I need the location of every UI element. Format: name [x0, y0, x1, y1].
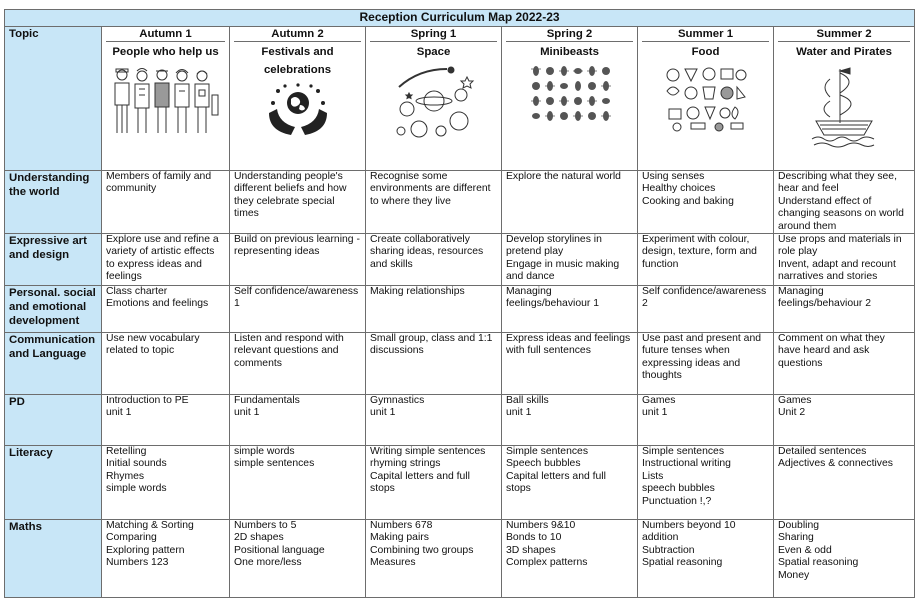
cell-line: Punctuation !,?: [642, 495, 712, 507]
cell-line: Engage in music making and dance: [506, 258, 620, 283]
cell-line: Money: [778, 569, 810, 581]
cell-autumn-2: [230, 520, 366, 598]
cell-line: Sharing: [778, 532, 814, 544]
cell-autumn-1: [102, 446, 230, 520]
term-spring-1: [366, 27, 502, 171]
row-pd: [5, 395, 915, 446]
cell-line: Writing simple sentences: [370, 446, 486, 458]
row-expressive-art-and-design: [5, 234, 915, 286]
cell-spring-2: [502, 520, 638, 598]
cell-line: Subtraction: [642, 544, 695, 556]
cell-line: Create collaboratively sharing ideas, resources and skills: [370, 234, 484, 270]
cell-line: Complex patterns: [506, 557, 588, 569]
term-spring-2: [502, 27, 638, 171]
cell-spring-2: [502, 171, 638, 234]
row-label: Communication and Language: [5, 333, 102, 395]
cell-line: Simple sentences: [506, 446, 589, 458]
cell-line: Numbers 678: [370, 520, 433, 532]
term-summer-1: [638, 27, 774, 171]
cell-autumn-2: [230, 333, 366, 395]
cell-line: simple sentences: [234, 458, 315, 470]
cell-line: Unit 2: [778, 407, 806, 419]
hands-holding-globe-illustration: [263, 83, 333, 139]
food-doodles-illustration: [663, 65, 749, 133]
cell-line: Lists: [642, 470, 664, 482]
term-name: Summer 1: [642, 27, 769, 42]
cell-line: Managing feelings/behaviour 1: [506, 286, 600, 310]
cell-autumn-1: [102, 333, 230, 395]
term-theme: Food: [691, 46, 720, 58]
cell-line: Managing feelings/behaviour 2: [778, 286, 872, 310]
cell-autumn-2: [230, 286, 366, 333]
topic-row: [5, 27, 915, 171]
cell-line: Simple sentences: [642, 446, 725, 458]
cell-line: Making pairs: [370, 532, 429, 544]
row-personal-social-emotional: [5, 286, 915, 333]
cell-line: speech bubbles: [642, 483, 715, 495]
cell-line: Games: [642, 395, 676, 407]
cell-autumn-1: [102, 286, 230, 333]
cell-spring-1: [366, 446, 502, 520]
cell-line: Combining two groups: [370, 544, 474, 556]
term-name: Autumn 1: [106, 27, 225, 42]
cell-summer-1: [638, 234, 774, 286]
cell-line: simple words: [106, 483, 167, 495]
cell-line: unit 1: [106, 407, 132, 419]
cell-line: unit 1: [234, 407, 260, 419]
cell-line: Measures: [370, 557, 416, 569]
cell-line: unit 1: [370, 407, 396, 419]
cell-summer-1: [638, 333, 774, 395]
cell-summer-2: [774, 234, 915, 286]
cell-line: simple words: [234, 446, 295, 458]
cell-summer-1: [638, 171, 774, 234]
term-autumn-2: [230, 27, 366, 171]
cell-spring-2: [502, 286, 638, 333]
term-theme: People who help us: [112, 46, 219, 58]
cell-line: Develop storylines in pretend play: [506, 234, 602, 258]
cell-line: Detailed sentences: [778, 446, 867, 458]
cell-line: One more/less: [234, 557, 302, 569]
cell-autumn-1: [102, 234, 230, 286]
cell-line: Capital letters and full stops: [506, 470, 606, 495]
cell-autumn-1: [102, 520, 230, 598]
cell-summer-1: [638, 446, 774, 520]
cell-spring-2: [502, 446, 638, 520]
cell-line: Emotions and feelings: [106, 298, 209, 310]
cell-line: Understand effect of changing seasons on world around them: [778, 195, 904, 232]
cell-line: Adjectives & connectives: [778, 458, 893, 470]
cell-line: Positional language: [234, 544, 325, 556]
cell-line: Games: [778, 395, 812, 407]
cell-line: Class charter: [106, 286, 168, 298]
term-autumn-1: [102, 27, 230, 171]
cell-line: Understanding people's different beliefs and how they celebrate special times: [234, 171, 347, 220]
term-name: Spring 2: [506, 27, 633, 42]
cell-line: Spatial reasoning: [778, 557, 859, 569]
cell-spring-2: [502, 395, 638, 446]
cell-line: Exploring pattern: [106, 544, 185, 556]
term-theme: Festivals and celebrations: [261, 46, 334, 76]
planets-and-comet-illustration: [389, 65, 479, 143]
cell-summer-1: [638, 395, 774, 446]
row-label: Understanding the world: [5, 171, 102, 234]
cell-autumn-2: [230, 446, 366, 520]
term-name: Summer 2: [778, 27, 910, 42]
cell-line: Numbers 123: [106, 557, 169, 569]
cell-line: Describing what they see, hear and feel: [778, 171, 897, 195]
cell-spring-1: [366, 234, 502, 286]
cell-summer-1: [638, 520, 774, 598]
cell-line: rhyming strings: [370, 458, 441, 470]
cell-spring-1: [366, 520, 502, 598]
topic-label: Topic: [5, 27, 102, 171]
row-literacy: [5, 446, 915, 520]
cell-line: 2D shapes: [234, 532, 284, 544]
row-label: Expressive art and design: [5, 234, 102, 286]
cell-line: Bonds to 10: [506, 532, 562, 544]
cell-line: Comparing: [106, 532, 157, 544]
cell-line: unit 1: [642, 407, 668, 419]
row-label: Personal. social and emotional development: [5, 286, 102, 333]
cell-line: Self confidence/awareness 2: [642, 286, 767, 310]
cell-line: Comment on what they have heard and ask questions: [778, 333, 885, 369]
cell-autumn-1: [102, 171, 230, 234]
cell-line: Explore the natural world: [506, 171, 621, 182]
cell-line: Introduction to PE: [106, 395, 189, 407]
cell-line: Invent, adapt and recount narratives and stories: [778, 258, 896, 283]
cell-autumn-2: [230, 395, 366, 446]
cell-line: Listen and respond with relevant questions and comments: [234, 333, 344, 369]
term-summer-2: [774, 27, 915, 171]
people-who-help-us-illustration: [110, 65, 222, 137]
pirate-ship-illustration: [810, 65, 878, 147]
cell-line: Spatial reasoning: [642, 557, 723, 569]
curriculum-map-table: [4, 9, 915, 598]
cell-line: Gymnastics: [370, 395, 425, 407]
cell-line: Capital letters and full stops: [370, 470, 470, 495]
cell-spring-1: [366, 333, 502, 395]
cell-summer-2: [774, 171, 915, 234]
insects-grid-illustration: [528, 65, 612, 125]
cell-line: Recognise some environments are different to where they live: [370, 171, 491, 207]
cell-line: Use props and materials in role play: [778, 234, 902, 258]
cell-line: Numbers beyond 10: [642, 520, 736, 532]
row-communication-and-language: [5, 333, 915, 395]
cell-line: Build on previous learning - representing ideas: [234, 234, 360, 258]
row-understanding-the-world: [5, 171, 915, 234]
cell-line: Using senses: [642, 171, 705, 182]
cell-line: Rhymes: [106, 470, 145, 482]
cell-line: Instructional writing: [642, 458, 731, 470]
term-theme: Space: [416, 46, 451, 58]
cell-spring-1: [366, 395, 502, 446]
cell-summer-2: [774, 395, 915, 446]
cell-summer-2: [774, 446, 915, 520]
row-label: Maths: [5, 520, 102, 598]
cell-line: Express ideas and feelings with full sentences: [506, 333, 631, 357]
cell-line: Use new vocabulary related to topic: [106, 333, 200, 357]
cell-autumn-2: [230, 234, 366, 286]
cell-line: Fundamentals: [234, 395, 300, 407]
term-theme: Water and Pirates: [796, 46, 892, 58]
row-label: PD: [5, 395, 102, 446]
term-theme: Minibeasts: [540, 46, 599, 58]
cell-line: Matching & Sorting: [106, 520, 194, 532]
cell-line: Speech bubbles: [506, 458, 581, 470]
cell-line: Initial sounds: [106, 458, 167, 470]
cell-spring-1: [366, 171, 502, 234]
cell-line: Members of family and community: [106, 171, 212, 195]
cell-line: Making relationships: [370, 286, 465, 298]
cell-line: Cooking and baking: [642, 195, 734, 207]
cell-autumn-1: [102, 395, 230, 446]
cell-line: Retelling: [106, 446, 147, 458]
cell-spring-2: [502, 333, 638, 395]
page-title: Reception Curriculum Map 2022-23: [5, 10, 915, 27]
row-label: Literacy: [5, 446, 102, 520]
cell-summer-2: [774, 333, 915, 395]
cell-line: addition: [642, 532, 679, 544]
cell-summer-2: [774, 520, 915, 598]
cell-line: unit 1: [506, 407, 532, 419]
cell-line: Healthy choices: [642, 183, 716, 195]
cell-line: Doubling: [778, 520, 820, 532]
cell-line: Ball skills: [506, 395, 549, 407]
cell-summer-2: [774, 286, 915, 333]
cell-line: Small group, class and 1:1 discussions: [370, 333, 493, 357]
cell-line: Use past and present and future tenses when expressing ideas and thoughts: [642, 333, 761, 382]
cell-line: Explore use and refine a variety of artistic effects to express ideas and feelings: [106, 234, 219, 283]
cell-spring-2: [502, 234, 638, 286]
cell-line: Even & odd: [778, 544, 832, 556]
cell-line: Self confidence/awareness 1: [234, 286, 359, 310]
cell-spring-1: [366, 286, 502, 333]
cell-line: Numbers 9&10: [506, 520, 576, 532]
cell-line: Numbers to 5: [234, 520, 297, 532]
term-name: Spring 1: [370, 27, 497, 42]
cell-line: 3D shapes: [506, 544, 556, 556]
term-name: Autumn 2: [234, 27, 361, 42]
cell-line: Experiment with colour, design, texture, form and function: [642, 234, 757, 270]
cell-summer-1: [638, 286, 774, 333]
cell-autumn-2: [230, 171, 366, 234]
row-maths: [5, 520, 915, 598]
